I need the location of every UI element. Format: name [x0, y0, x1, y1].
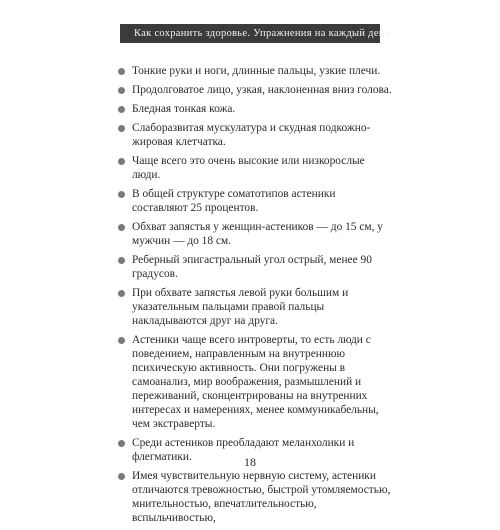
bullet-icon [118, 224, 125, 231]
bullet-icon [118, 106, 125, 113]
bullet-icon [118, 68, 125, 75]
bullet-icon [118, 473, 125, 480]
list-item [132, 469, 392, 525]
list-item [132, 333, 392, 431]
bullet-icon [118, 440, 125, 447]
list-item-text: Слаборазвитая мускулатура и скудная подкожно-жировая клетчатка. [132, 122, 371, 148]
running-header [0, 24, 500, 43]
bullet-icon [118, 290, 125, 297]
list-item-text: В общей структуре соматотипов астеники составляют 25 процентов. [132, 188, 336, 214]
list-item [132, 64, 392, 78]
list-item-text: Среди астеников преобладают меланхолики и флегматики. [132, 437, 355, 463]
bullet-icon [118, 87, 125, 94]
list-item [132, 83, 392, 97]
list-item-text: Обхват запястья у женщин-астеников — до 15 см, у мужчин — до 18 см. [132, 221, 384, 247]
list-item [132, 286, 392, 328]
list-item-text: Имея чувствительную нервную систему, астеники отличаются тревожностью, быстрой утомляемостью, мнительностью, впечатлительностью, вспыльчивостью, [132, 470, 391, 524]
bullet-icon [118, 337, 125, 344]
list-item [132, 102, 392, 116]
bullet-icon [118, 257, 125, 264]
running-header-title: Как сохранить здоровье. Упражнения на каждый день [120, 24, 380, 43]
list-item-text: При обхвате запястья левой руки большим и указательным пальцами правой пальцы накладываются друг на друга. [132, 287, 349, 327]
list-item-text: Бледная тонкая кожа. [132, 103, 236, 115]
list-item [132, 154, 392, 182]
bullet-icon [118, 125, 125, 132]
bullet-icon [118, 158, 125, 165]
list-item-text: Продолговатое лицо, узкая, наклоненная вниз голова. [132, 84, 392, 96]
list-item-text: Тонкие руки и ноги, длинные пальцы, узкие плечи. [132, 65, 381, 77]
list-item [132, 121, 392, 149]
bullet-icon [118, 191, 125, 198]
list-item [132, 187, 392, 215]
list-item-text: Реберный эпигастральный угол острый, менее 90 градусов. [132, 254, 372, 280]
list-item [132, 220, 392, 248]
page-number: 18 [244, 455, 256, 469]
list-item [132, 253, 392, 281]
list-item-text: Чаще всего это очень высокие или низкорослые люди. [132, 155, 365, 181]
list-item-text: Астеники чаще всего интроверты, то есть люди с поведением, направленным на внутреннюю психическую активность. Они погружены в самоанализ, мир воображения, размышлений и переживаний, сконцентрированы на внутренних интересах и намерениях, менее коммуникабельны, чем экстраверты. [132, 334, 379, 430]
